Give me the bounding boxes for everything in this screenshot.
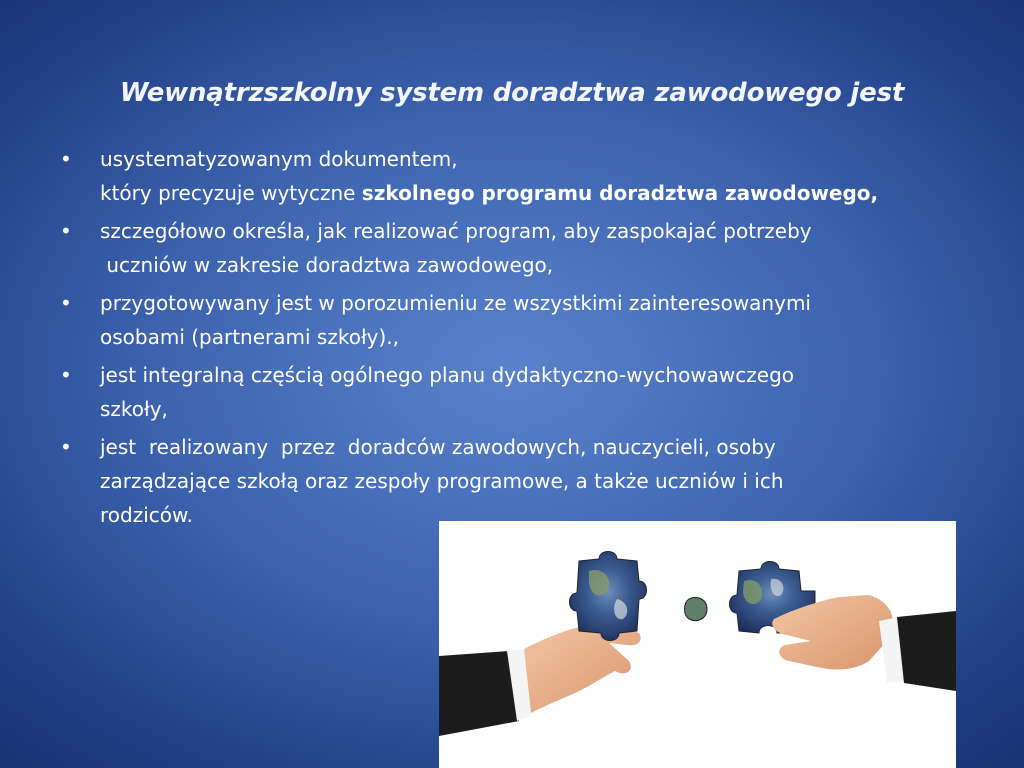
bullet-text: szczegółowo określa, jak realizować program, aby zaspokajać potrzeby (100, 219, 812, 243)
bullet-text: rodziców. (100, 503, 193, 527)
list-item (58, 286, 958, 354)
bullet-marker: • (60, 147, 72, 171)
list-item (58, 214, 958, 248)
bullet-text: uczniów w zakresie doradztwa zawodowego, (100, 253, 554, 277)
bullet-text: jest realizowany przez doradców zawodowych, nauczycieli, osoby (100, 435, 776, 459)
hands-puzzle-photo (439, 521, 956, 768)
bullet-lines (100, 286, 958, 354)
bullet-text: zarządzające szkołą oraz zespoły programowe, a także uczniów i ich (100, 469, 784, 493)
bullet-lines (100, 358, 958, 426)
hands-puzzle-globe-icon (439, 521, 956, 768)
bullet-marker: • (60, 219, 72, 243)
bullet-text-bold: szkolnego programu doradztwa zawodowego, (361, 181, 879, 205)
list-item (58, 430, 958, 532)
list-item (58, 142, 958, 176)
bullet-text: osobami (partnerami szkoły)., (100, 325, 399, 349)
bullet-list (58, 142, 958, 532)
bullet-text: jest integralną częścią ogólnego planu dydaktyczno-wychowawczego (100, 363, 795, 387)
bullet-text: usystematyzowanym dokumentem, (100, 147, 458, 171)
bullet-lines (100, 430, 958, 532)
bullet-text: przygotowywany jest w porozumieniu ze wszystkimi zainteresowanymi (100, 291, 811, 315)
bullet-text: który precyzuje wytyczne (100, 181, 362, 205)
bullet-text: szkoły, (100, 397, 168, 421)
bullet-marker: • (60, 363, 72, 387)
list-item (58, 358, 958, 426)
bullet-marker: • (60, 435, 72, 459)
bullet-marker: • (60, 291, 72, 315)
list-item-continuation (58, 176, 958, 210)
slide-title: Wewnątrzszkolny system doradztwa zawodowego jest (119, 78, 905, 108)
list-item-continuation (58, 248, 958, 282)
